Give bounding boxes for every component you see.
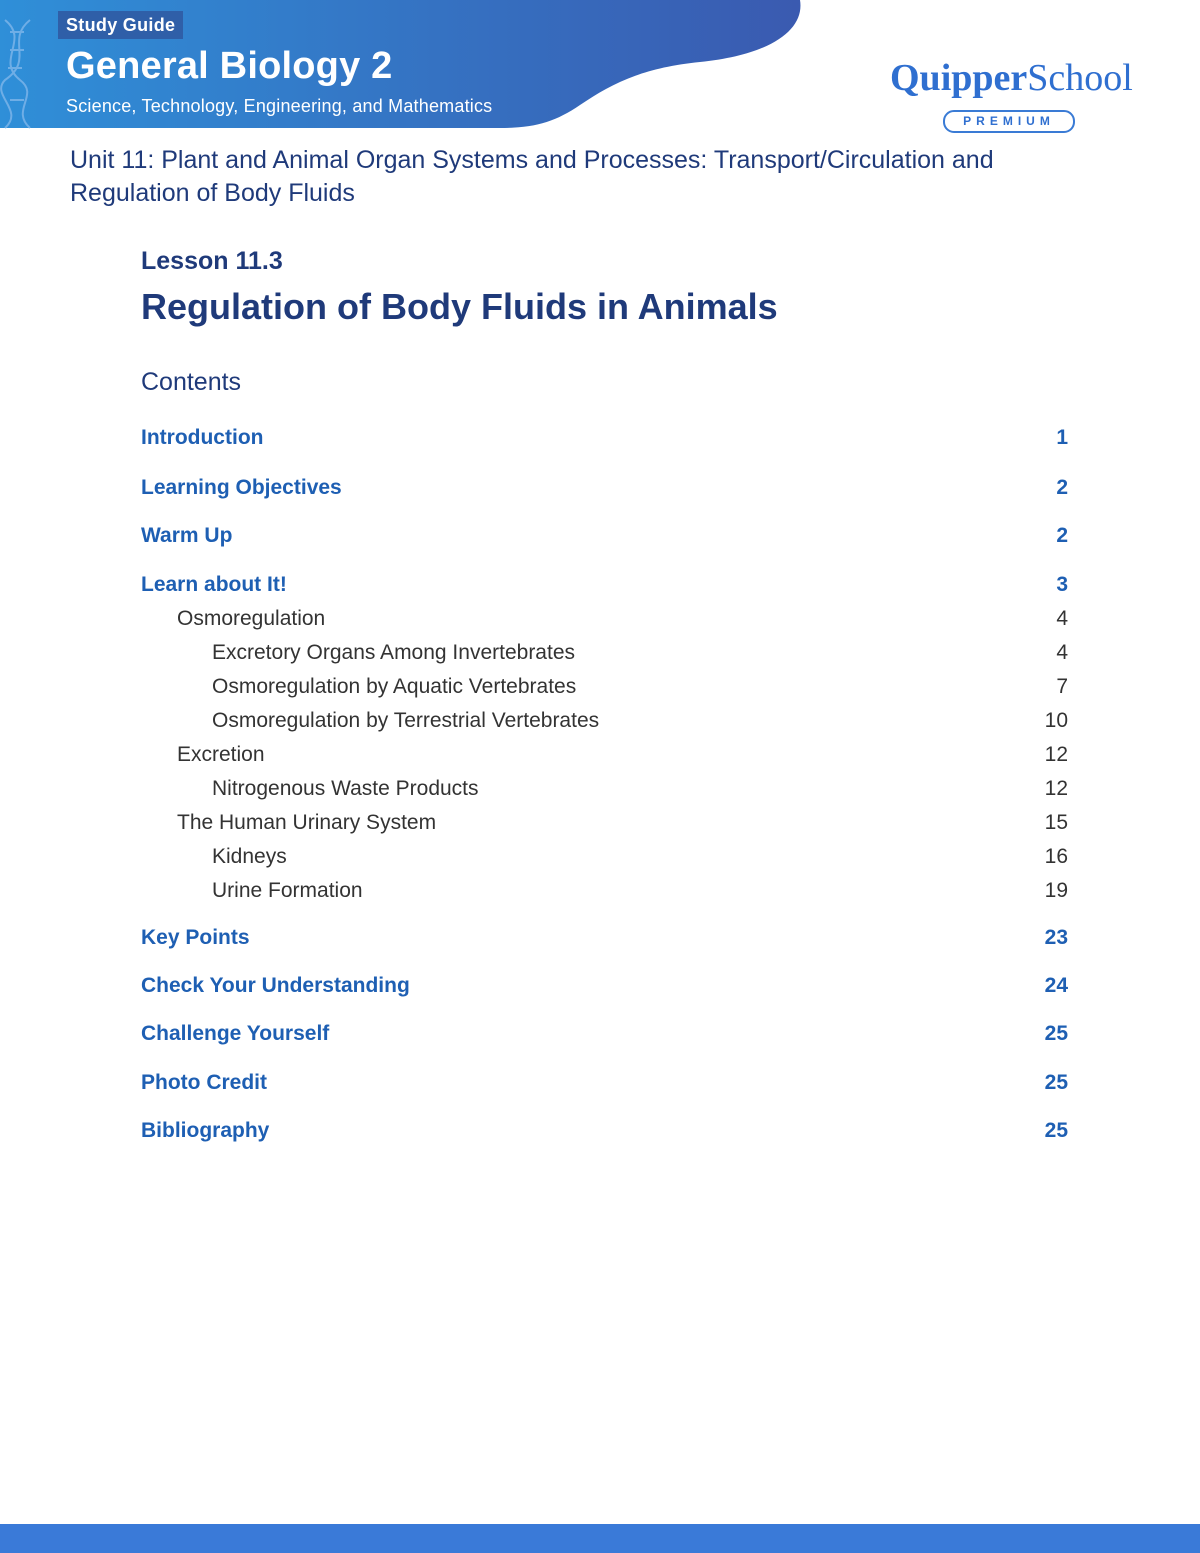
toc-entry[interactable] xyxy=(0,743,1200,773)
toc-entry-label[interactable]: Excretion xyxy=(177,743,265,766)
toc-entry-label[interactable]: Check Your Understanding xyxy=(141,974,410,997)
toc-entry-page[interactable]: 12 xyxy=(1044,743,1068,766)
toc-entry[interactable] xyxy=(0,426,1200,456)
toc-entry-page[interactable]: 16 xyxy=(1044,845,1068,868)
toc-entry[interactable] xyxy=(0,926,1200,956)
toc-entry[interactable] xyxy=(0,811,1200,841)
toc-entry-label[interactable]: Learning Objectives xyxy=(141,476,342,499)
toc-entry-page[interactable]: 24 xyxy=(1044,974,1068,997)
course-title: General Biology 2 xyxy=(66,45,393,87)
toc-entry-page[interactable]: 4 xyxy=(1056,641,1068,664)
toc-entry-label[interactable]: Photo Credit xyxy=(141,1071,267,1094)
toc-entry[interactable] xyxy=(0,1022,1200,1052)
toc-entry[interactable] xyxy=(0,675,1200,705)
toc-entry-label[interactable]: Urine Formation xyxy=(212,879,363,902)
course-subtitle: Science, Technology, Engineering, and Mathematics xyxy=(66,96,493,116)
toc-entry-page[interactable]: 25 xyxy=(1044,1119,1068,1142)
toc-entry-page[interactable]: 25 xyxy=(1044,1022,1068,1045)
logo-school-text: School xyxy=(1027,57,1133,99)
toc-entry[interactable] xyxy=(0,709,1200,739)
toc-entry[interactable] xyxy=(0,777,1200,807)
toc-entry[interactable] xyxy=(0,607,1200,637)
toc-entry-label[interactable]: Osmoregulation by Terrestrial Vertebrates xyxy=(212,709,600,732)
toc-entry-page[interactable]: 23 xyxy=(1044,926,1068,949)
toc-entry[interactable] xyxy=(0,476,1200,506)
toc-entry-label[interactable]: Challenge Yourself xyxy=(141,1022,330,1045)
toc-entry-page[interactable]: 25 xyxy=(1044,1071,1068,1094)
toc-entry-page[interactable]: 4 xyxy=(1056,607,1068,630)
toc-entry-label[interactable]: Key Points xyxy=(141,926,250,949)
toc-entry[interactable] xyxy=(0,524,1200,554)
toc-entry-label[interactable]: Osmoregulation xyxy=(177,607,326,630)
toc-entry-page[interactable]: 15 xyxy=(1044,811,1068,834)
lesson-number: Lesson 11.3 xyxy=(141,247,283,275)
toc-entry-label[interactable]: Bibliography xyxy=(141,1119,270,1142)
toc-entry-label[interactable]: Excretory Organs Among Invertebrates xyxy=(212,641,575,664)
toc-entry[interactable] xyxy=(0,879,1200,909)
quipper-school-logo xyxy=(890,56,1133,136)
toc-entry-label[interactable]: Warm Up xyxy=(141,524,233,547)
toc-entry-label[interactable]: Osmoregulation by Aquatic Vertebrates xyxy=(212,675,577,698)
header-banner xyxy=(0,0,810,130)
toc-entry[interactable] xyxy=(0,1119,1200,1149)
toc-entry-label[interactable]: Kidneys xyxy=(212,845,287,868)
toc-entry-page[interactable]: 7 xyxy=(1056,675,1068,698)
toc-entry-page[interactable]: 3 xyxy=(1056,573,1068,596)
toc-entry-label[interactable]: Learn about It! xyxy=(141,573,287,596)
contents-heading: Contents xyxy=(141,368,242,396)
toc-entry-page[interactable]: 1 xyxy=(1056,426,1068,449)
toc-entry-label[interactable]: The Human Urinary System xyxy=(177,811,437,834)
toc-entry[interactable] xyxy=(0,641,1200,671)
toc-entry[interactable] xyxy=(0,974,1200,1004)
toc-entry[interactable] xyxy=(0,845,1200,875)
logo-quipper-text: Quipper xyxy=(890,57,1028,99)
logo-premium-pill: PREMIUM xyxy=(943,110,1075,133)
toc-entry[interactable] xyxy=(0,1071,1200,1101)
footer-bar xyxy=(0,1524,1200,1553)
unit-title: Unit 11: Plant and Animal Organ Systems and Processes: Transport/Circulation and Regulation of Body Fluids xyxy=(70,146,994,207)
toc-entry[interactable] xyxy=(0,573,1200,603)
toc-entry-page[interactable]: 12 xyxy=(1044,777,1068,800)
toc-entry-label[interactable]: Introduction xyxy=(141,426,264,449)
study-guide-badge: Study Guide xyxy=(58,11,183,39)
toc-entry-page[interactable]: 2 xyxy=(1056,476,1068,499)
toc-entry-page[interactable]: 2 xyxy=(1056,524,1068,547)
toc-entry-page[interactable]: 19 xyxy=(1044,879,1068,902)
toc-entry-page[interactable]: 10 xyxy=(1044,709,1068,732)
toc-entry-label[interactable]: Nitrogenous Waste Products xyxy=(212,777,479,800)
lesson-title: Regulation of Body Fluids in Animals xyxy=(141,286,778,327)
